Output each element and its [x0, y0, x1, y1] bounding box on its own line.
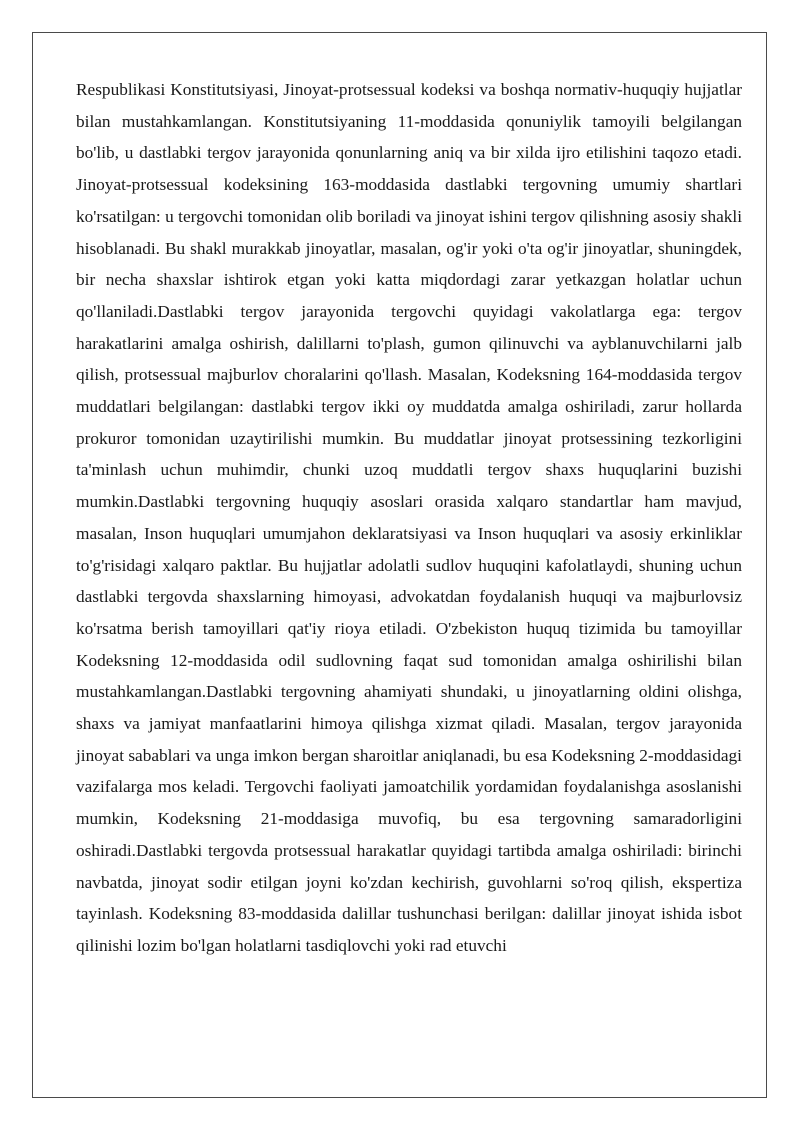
document-body-text: Respublikasi Konstitutsiyasi, Jinoyat-protsessual kodeksi va boshqa normativ-huquqiy hujjatlar bilan mustahkamlangan. Konstitutsiyaning 11-moddasida qonuniylik tamoyili belgilangan bo'lib, u dastlabki tergov jarayonida qonunlarning aniq va bir xilda ijro etilishini taqozo etadi. Jinoyat-protsessual kodeksining 163-moddasida dastlabki tergovning umumiy shartlari ko'rsatilgan: u tergovchi tomonidan olib boriladi va jinoyat ishini tergov qilishning asosiy shakli hisoblanadi. Bu shakl murakkab jinoyatlar, masalan, og'ir yoki o'ta og'ir jinoyatlar, shuningdek, bir necha shaxslar ishtirok etgan yoki katta miqdordagi zarar yetkazgan holatlar uchun qo'llaniladi.Dastlabki tergov jarayonida tergovchi quyidagi vakolatlarga ega: tergov harakatlarini amalga oshirish, dalillarni to'plash, gumon qilinuvchi va ayblanuvchilarni jalb qilish, protsessual majburlov choralarini qo'llash. Masalan, Kodeksning 164-moddasida tergov muddatlari belgilangan: dastlabki tergov ikki oy muddatda amalga oshiriladi, zarur hollarda prokuror tomonidan uzaytirilishi mumkin. Bu muddatlar jinoyat protsessining tezkorligini ta'minlash uchun muhimdir, chunki uzoq muddatli tergov shaxs huquqlarini buzishi mumkin.Dastlabki tergovning huquqiy asoslari orasida xalqaro standartlar ham mavjud, masalan, Inson huquqlari umumjahon deklaratsiyasi va Inson huquqlari va asosiy erkinliklar to'g'risidagi xalqaro paktlar. Bu hujjatlar adolatli sudlov huquqini kafolatlaydi, shuning uchun dastlabki tergovda shaxslarning himoyasi, advokatdan foydalanish huquqi va majburlovsiz ko'rsatma berish tamoyillari qat'iy rioya etiladi. O'zbekiston huquq tizimida bu tamoyillar Kodeksning 12-moddasida odil sudlovning faqat sud tomonidan amalga oshirilishi bilan mustahkamlangan.Dastlabki tergovning ahamiyati shundaki, u jinoyatlarning oldini olishga, shaxs va jamiyat manfaatlarini himoya qilishga xizmat qiladi. Masalan, tergov jarayonida jinoyat sabablari va unga imkon bergan sharoitlar aniqlanadi, bu esa Kodeksning 2-moddasidagi vazifalarga mos keladi. Tergovchi faoliyati jamoatchilik yordamidan foydalanishga asoslanishi mumkin, Kodeksning 21-moddasiga muvofiq, bu esa tergovning samaradorligini oshiradi.Dastlabki tergovda protsessual harakatlar quyidagi tartibda amalga oshiriladi: birinchi navbatda, jinoyat sodir etilgan joyni ko'zdan kechirish, guvohlarni so'roq qilish, ekspertiza tayinlash. Kodeksning 83-moddasida dalillar tushunchasi berilgan: dalillar jinoyat ishida isbot qilinishi lozim bo'lgan holatlarni tasdiqlovchi yoki rad etuvchi: [76, 80, 742, 955]
